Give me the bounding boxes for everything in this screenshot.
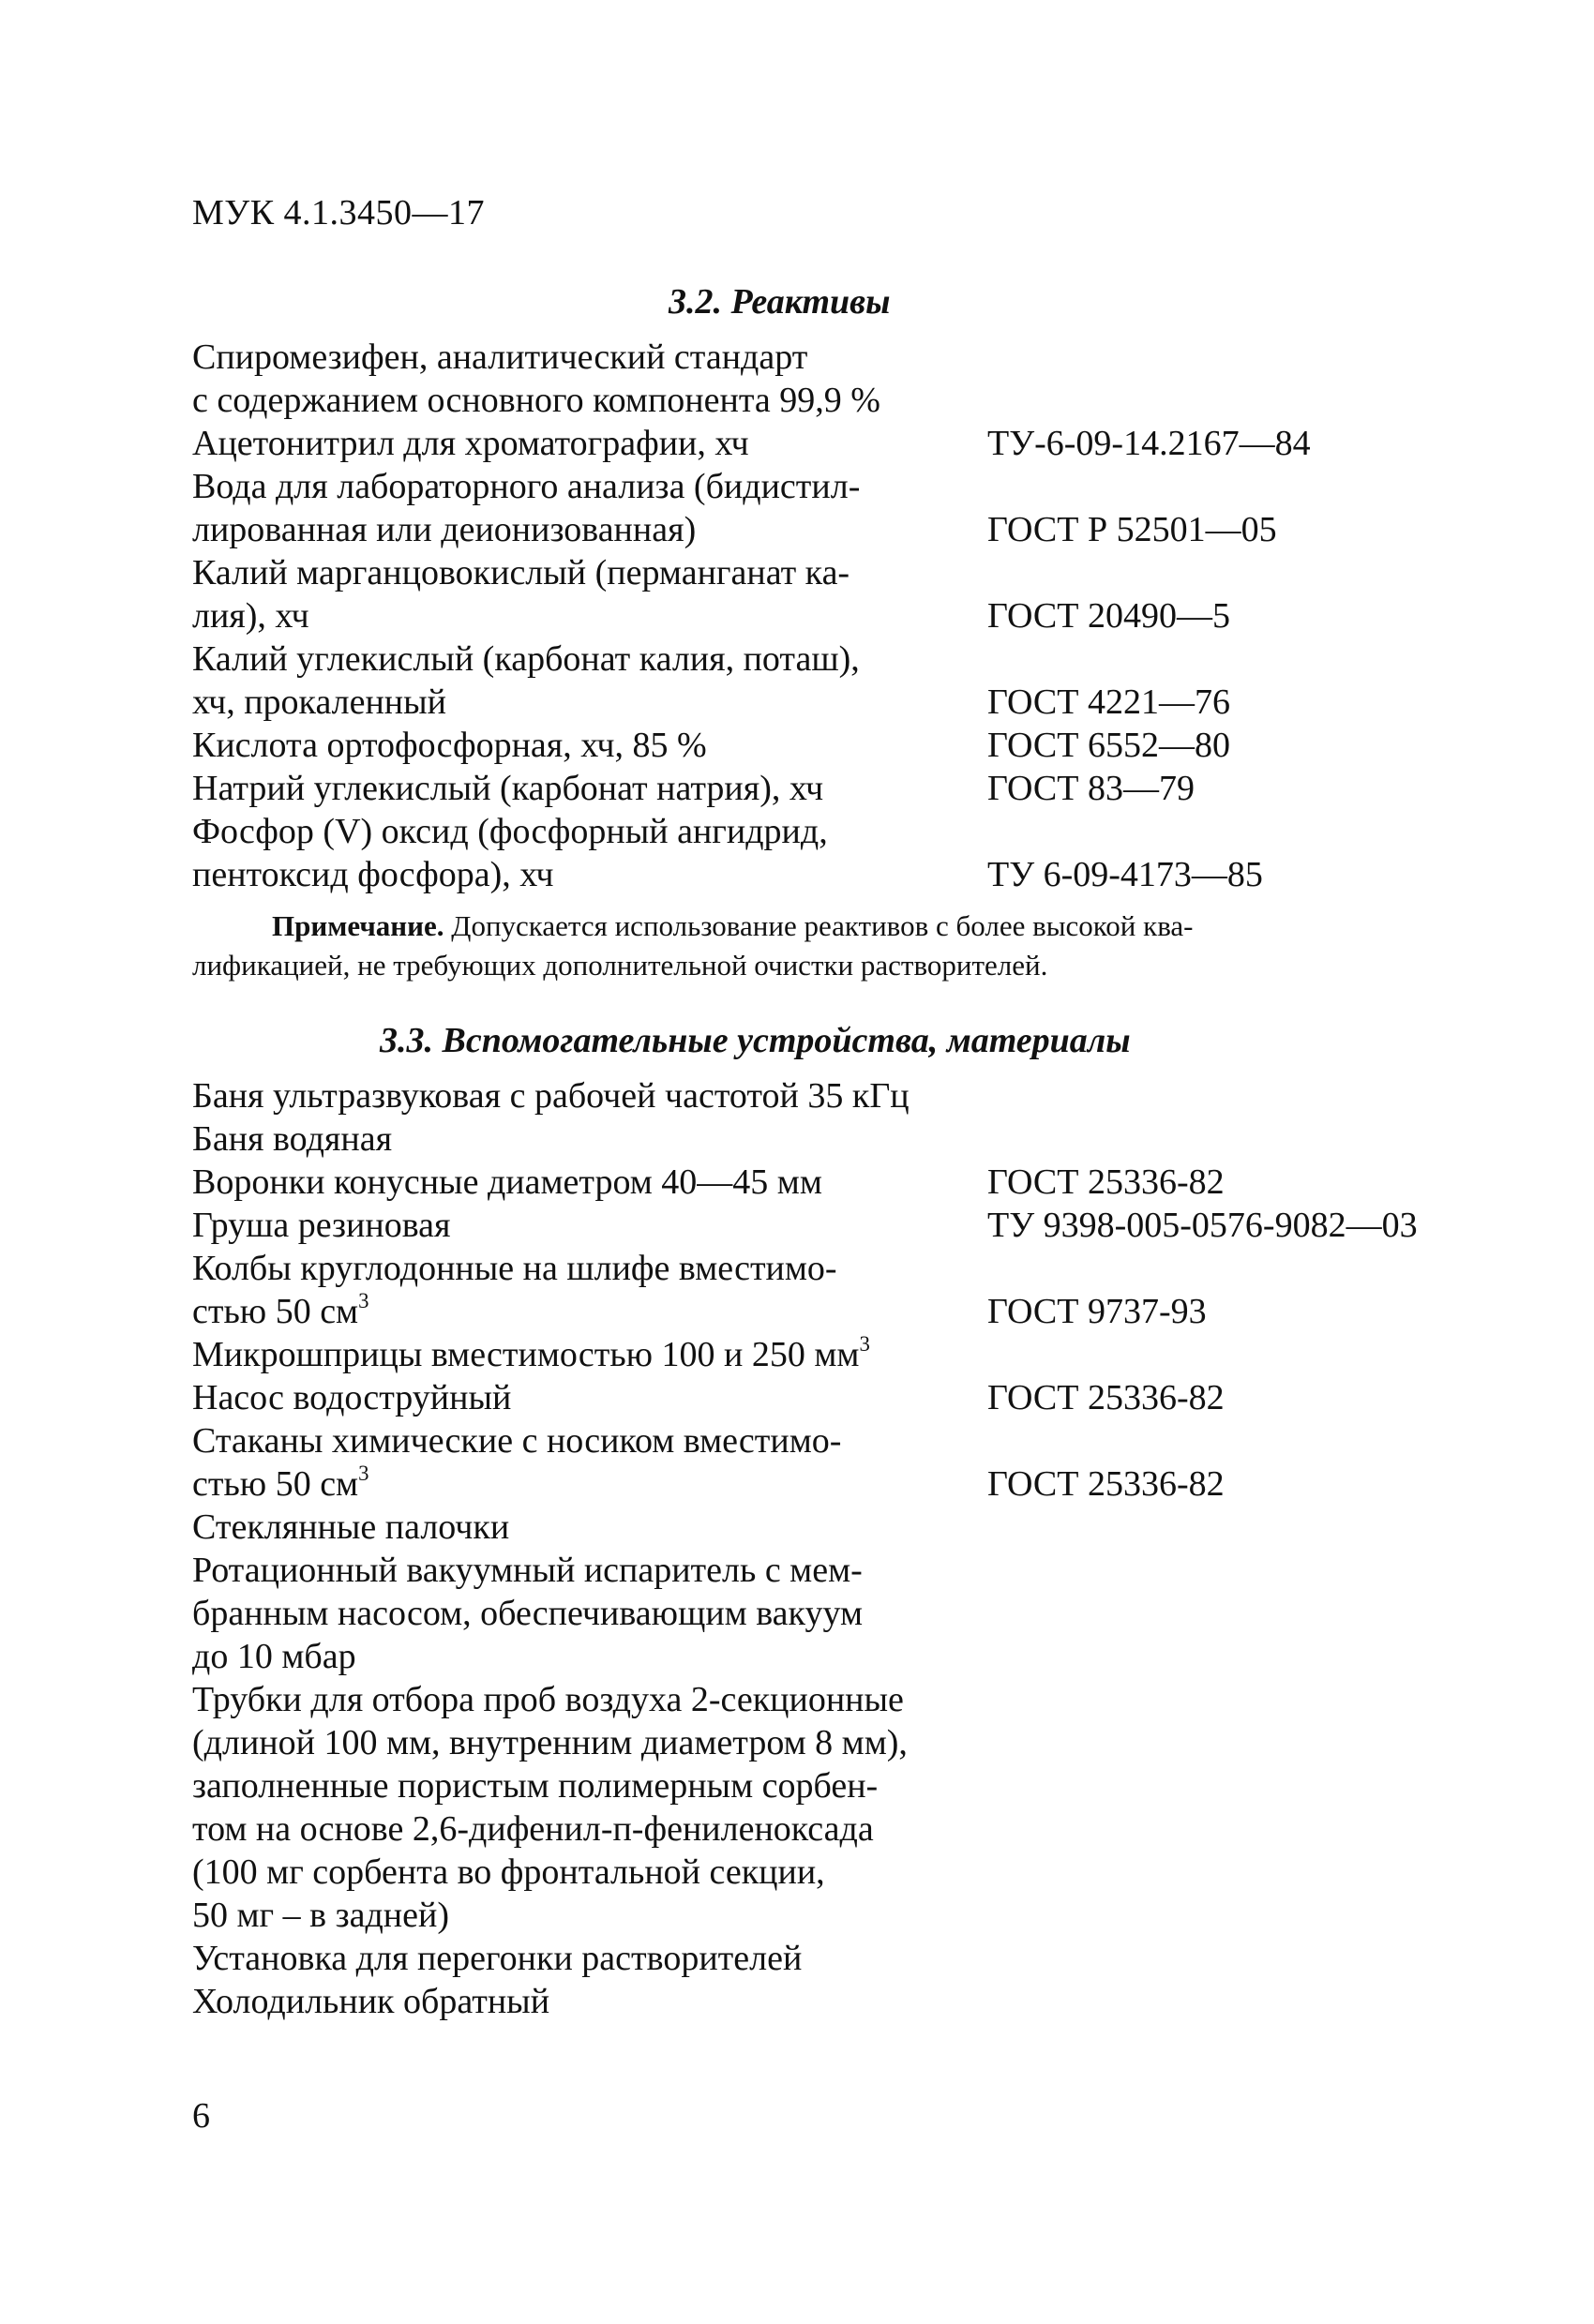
list-row xyxy=(192,681,1505,724)
item-standard-code: ГОСТ 4221—76 xyxy=(987,682,1230,722)
list-row xyxy=(192,1549,1505,1592)
list-row xyxy=(192,1721,1505,1764)
note-block xyxy=(192,907,1411,985)
item-standard-code: ГОСТ 25336-82 xyxy=(987,1378,1225,1417)
item-name: Насос водоструйный xyxy=(192,1378,512,1417)
superscript: 3 xyxy=(358,1289,369,1313)
item-name: том на основе 2,6-дифенил-п-фениленоксада xyxy=(192,1809,874,1849)
item-name: Калий углекислый (карбонат калия, поташ), xyxy=(192,639,860,679)
item-standard-code: ГОСТ 25336-82 xyxy=(987,1162,1225,1202)
list-row xyxy=(192,1376,1505,1419)
list-row xyxy=(192,1937,1505,1980)
item-name: Стеклянные палочки xyxy=(192,1507,510,1547)
item-name: стью 50 $см^3$ xyxy=(192,1462,369,1504)
item-name: Натрий углекислый (карбонат натрия), хч xyxy=(192,769,824,808)
list-row xyxy=(192,1161,1505,1204)
item-name: Воронки конусные диаметром 40—45 мм xyxy=(192,1162,822,1202)
list-row xyxy=(192,1204,1505,1247)
list-row xyxy=(192,551,1505,594)
list-row xyxy=(192,810,1505,853)
list-row xyxy=(192,637,1505,681)
item-name: Спиромезифен, аналитический стандарт xyxy=(192,337,808,377)
item-name: Вода для лабораторного анализа (бидистил- xyxy=(192,467,861,506)
list-row xyxy=(192,422,1505,465)
item-name: пентоксид фосфора), хч xyxy=(192,855,554,894)
superscript: 3 xyxy=(859,1332,870,1357)
item-standard-code: ГОСТ 25336-82 xyxy=(987,1464,1225,1504)
superscript: 3 xyxy=(358,1462,369,1486)
list-row xyxy=(192,1419,1505,1462)
item-name: Баня водяная xyxy=(192,1119,393,1159)
item-name: Баня ультразвуковая с рабочей частотой 35 кГц xyxy=(192,1076,910,1116)
list-row xyxy=(192,336,1505,379)
list-row xyxy=(192,1117,1505,1161)
document-header: МУК 4.1.3450—17 xyxy=(192,193,486,232)
list-row xyxy=(192,1592,1505,1635)
item-name: Кислота ортофосфорная, хч, 85 % xyxy=(192,726,707,765)
item-standard-code: ТУ 6-09-4173—85 xyxy=(987,855,1263,894)
list-row xyxy=(192,1851,1505,1894)
item-name: стью 50 $см^3$ xyxy=(192,1289,369,1331)
list-row xyxy=(192,767,1505,810)
item-name: Калий марганцовокислый (перманганат ка- xyxy=(192,553,850,592)
item-standard-code: ГОСТ 6552—80 xyxy=(987,726,1230,765)
note-text-line1: Допускается использование реактивов с более высокой ква- xyxy=(444,909,1194,942)
item-name: заполненные пористым полимерным сорбен- xyxy=(192,1766,879,1806)
list-row xyxy=(192,1290,1505,1333)
list-row xyxy=(192,1764,1505,1807)
item-name: Фосфор (V) оксид (фосфорный ангидрид, xyxy=(192,812,828,851)
equipment-heading: 3.3. Вспомогательные устройства, материалы xyxy=(380,1021,1131,1060)
item-standard-code: ГОСТ 9737-93 xyxy=(987,1292,1207,1331)
item-name: с содержанием основного компонента 99,9 % xyxy=(192,381,880,420)
list-row xyxy=(192,1980,1505,2023)
equipment-list xyxy=(192,1074,1505,2023)
item-name: Стаканы химические с носиком вместимо- xyxy=(192,1421,842,1461)
list-row xyxy=(192,1462,1505,1506)
list-row xyxy=(192,1074,1505,1117)
item-name: лия), хч xyxy=(192,596,309,636)
note-label: Примечание. xyxy=(272,909,444,942)
item-name: 50 мг – в задней) xyxy=(192,1896,449,1935)
item-name: хч, прокаленный xyxy=(192,682,447,722)
list-row xyxy=(192,1506,1505,1549)
list-row xyxy=(192,1247,1505,1290)
item-name: Колбы круглодонные на шлифе вместимо- xyxy=(192,1249,837,1288)
note-text-line2: лификацией, не требующих дополнительной очистки растворителей. xyxy=(192,949,1048,982)
item-name: Микрошприцы вместимостью 100 и 250 $мм^3$ xyxy=(192,1332,870,1374)
list-row xyxy=(192,724,1505,767)
page-number: 6 xyxy=(192,2096,210,2136)
item-name: Ацетонитрил для хроматографии, хч xyxy=(192,424,749,463)
list-row xyxy=(192,508,1505,551)
list-row xyxy=(192,1333,1505,1376)
item-standard-code: ТУ 9398-005-0576-9082—03 xyxy=(987,1206,1418,1245)
list-row xyxy=(192,465,1505,508)
item-standard-code: ГОСТ 20490—5 xyxy=(987,596,1230,636)
item-standard-code: ГОСТ Р 52501—05 xyxy=(987,510,1277,549)
item-name: Трубки для отбора проб воздуха 2-секционные xyxy=(192,1680,904,1719)
item-name: Ротационный вакуумный испаритель с мем- xyxy=(192,1551,863,1590)
item-name: бранным насосом, обеспечивающим вакуум xyxy=(192,1594,863,1633)
list-row xyxy=(192,1678,1505,1721)
item-name: Груша резиновая xyxy=(192,1206,451,1245)
item-name: до 10 мбар xyxy=(192,1637,356,1676)
list-row xyxy=(192,1807,1505,1851)
item-name: (100 мг сорбента во фронтальной секции, xyxy=(192,1852,825,1892)
item-name: Установка для перегонки растворителей xyxy=(192,1939,803,1978)
list-row xyxy=(192,1635,1505,1678)
item-standard-code: ТУ-6-09-14.2167—84 xyxy=(987,424,1311,463)
item-name: (длиной 100 мм, внутренним диаметром 8 мм), xyxy=(192,1723,908,1762)
reagents-heading: 3.2. Реактивы xyxy=(669,282,891,322)
item-name: лированная или деионизованная) xyxy=(192,510,697,549)
list-row xyxy=(192,1894,1505,1937)
list-row xyxy=(192,594,1505,637)
list-row xyxy=(192,379,1505,422)
list-row xyxy=(192,853,1505,896)
reagents-list xyxy=(192,336,1505,896)
item-standard-code: ГОСТ 83—79 xyxy=(987,769,1195,808)
item-name: Холодильник обратный xyxy=(192,1982,550,2021)
